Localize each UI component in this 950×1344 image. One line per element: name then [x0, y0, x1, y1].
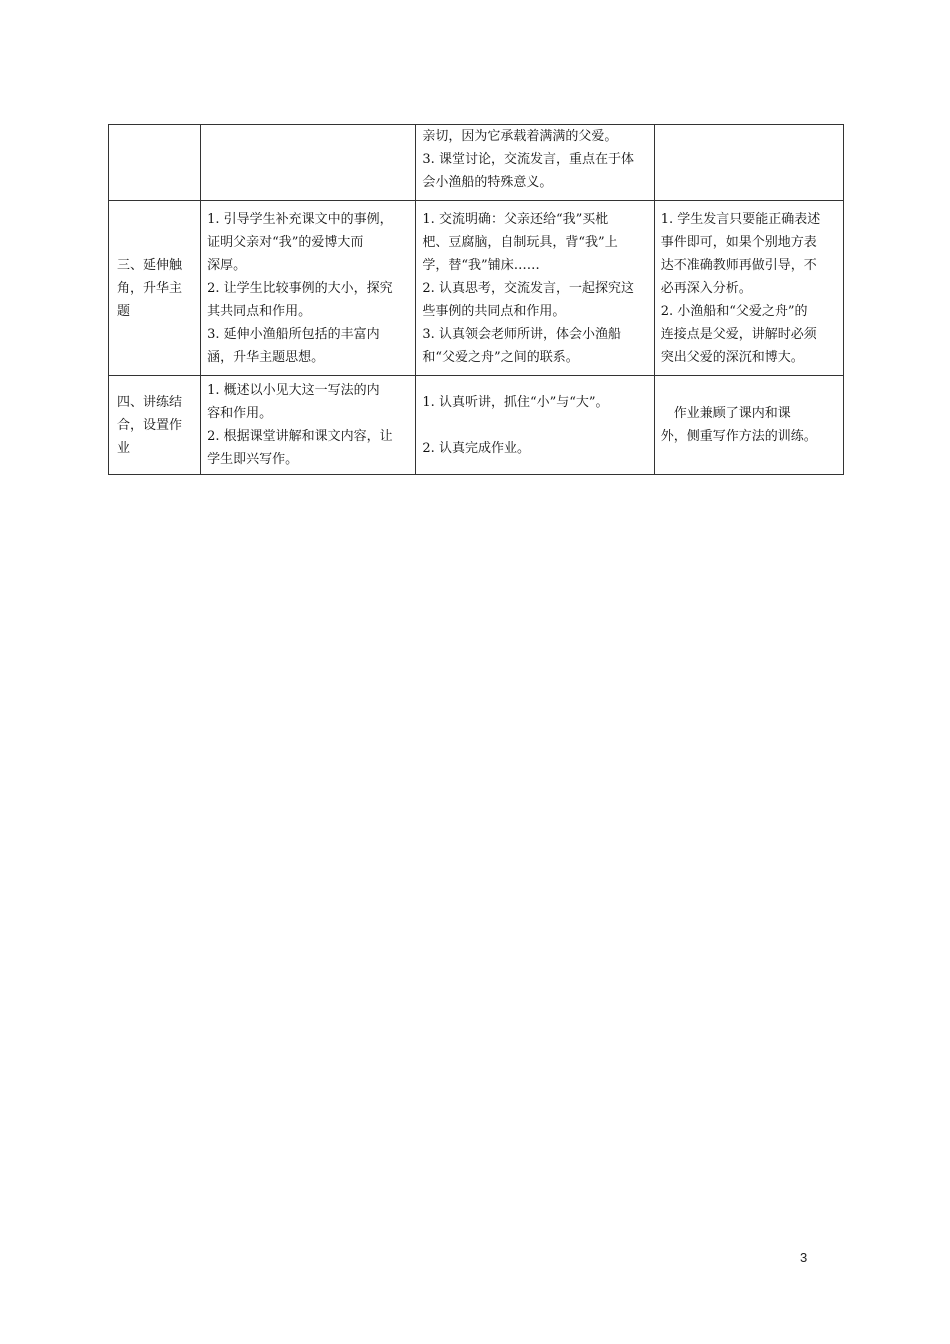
text-line: 其共同点和作用。 [207, 303, 312, 319]
text-line: 证明父亲对“我”的爱博大而 [207, 234, 364, 250]
text-line: 3. 认真领会老师所讲，体会小渔船 [422, 326, 621, 342]
text-line: 2. 小渔船和“父爱之舟”的 [660, 303, 808, 319]
table-row [109, 125, 844, 201]
student-activity-cell [416, 125, 654, 201]
text-line: 学生即兴写作。 [207, 452, 299, 467]
text-line: 3. 课堂讨论，交流发言，重点在于体 [422, 152, 634, 167]
text-line: 1. 引导学生补充课文中的事例， [207, 211, 393, 227]
stage-cell [109, 201, 201, 376]
design-note-cell [654, 376, 843, 475]
teacher-activity-cell [201, 125, 416, 201]
design-note-cell [654, 125, 843, 201]
student-activity-cell [416, 201, 654, 376]
text-line: 2. 认真思考，交流发言，一起探究这 [422, 280, 634, 296]
stage-cell [109, 125, 201, 201]
text-line: 必再深入分析。 [660, 280, 752, 296]
page-number: 3 [800, 1250, 808, 1265]
text-line: 杷、豆腐脑，自制玩具，背“我”上 [422, 234, 618, 250]
text-line: 2. 根据课堂讲解和课文内容，让 [207, 429, 393, 444]
text-line: 1. 学生发言只要能正确表述 [660, 211, 821, 227]
student-activity-cell [416, 376, 654, 475]
text-line: 亲切，因为它承载着满满的父爱。 [422, 129, 618, 144]
blank-line [422, 414, 647, 437]
text-line: 3. 延伸小渔船所包括的丰富内 [207, 326, 380, 342]
text-line: 会小渔船的特殊意义。 [422, 175, 553, 190]
text-line: 1. 概述以小见大这一写法的内 [207, 383, 380, 398]
design-note-cell [654, 201, 843, 376]
text-line: 作业兼顾了课内和课 [673, 406, 791, 421]
stage-label: 三、延伸触 角，升华主 题 [117, 257, 183, 319]
text-line: 突出父爱的深沉和博大。 [660, 349, 804, 365]
text-line: 些事例的共同点和作用。 [422, 303, 566, 319]
table-row [109, 201, 844, 376]
text-line: 和“父爱之舟”之间的联系。 [422, 349, 579, 365]
text-line: 学，替“我”铺床…… [422, 257, 540, 273]
teacher-activity-cell [201, 201, 416, 376]
text-line: 1. 交流明确：父亲还给“我”买枇 [422, 211, 609, 227]
text-line: 达不准确教师再做引导，不 [660, 257, 817, 273]
text-line: 2. 让学生比较事例的大小，探究 [207, 280, 393, 296]
stage-cell [109, 376, 201, 475]
text-line: 2. 认真完成作业。 [422, 440, 530, 456]
text-line: 深厚。 [207, 257, 247, 273]
text-line: 连接点是父爱，讲解时必须 [660, 326, 817, 342]
text-line: 容和作用。 [207, 406, 273, 421]
stage-label: 四、讲练结 合，设置作 业 [117, 394, 183, 456]
table-row [109, 376, 844, 475]
teacher-activity-cell [201, 376, 416, 475]
text-line: 涵，升华主题思想。 [207, 349, 325, 365]
text-line: 事件即可，如果个别地方表 [660, 234, 817, 250]
text-line: 1. 认真听讲，抓住“小”与“大”。 [422, 394, 609, 410]
text-line: 外，侧重写作方法的训练。 [660, 429, 817, 444]
lesson-plan-table [108, 124, 844, 475]
